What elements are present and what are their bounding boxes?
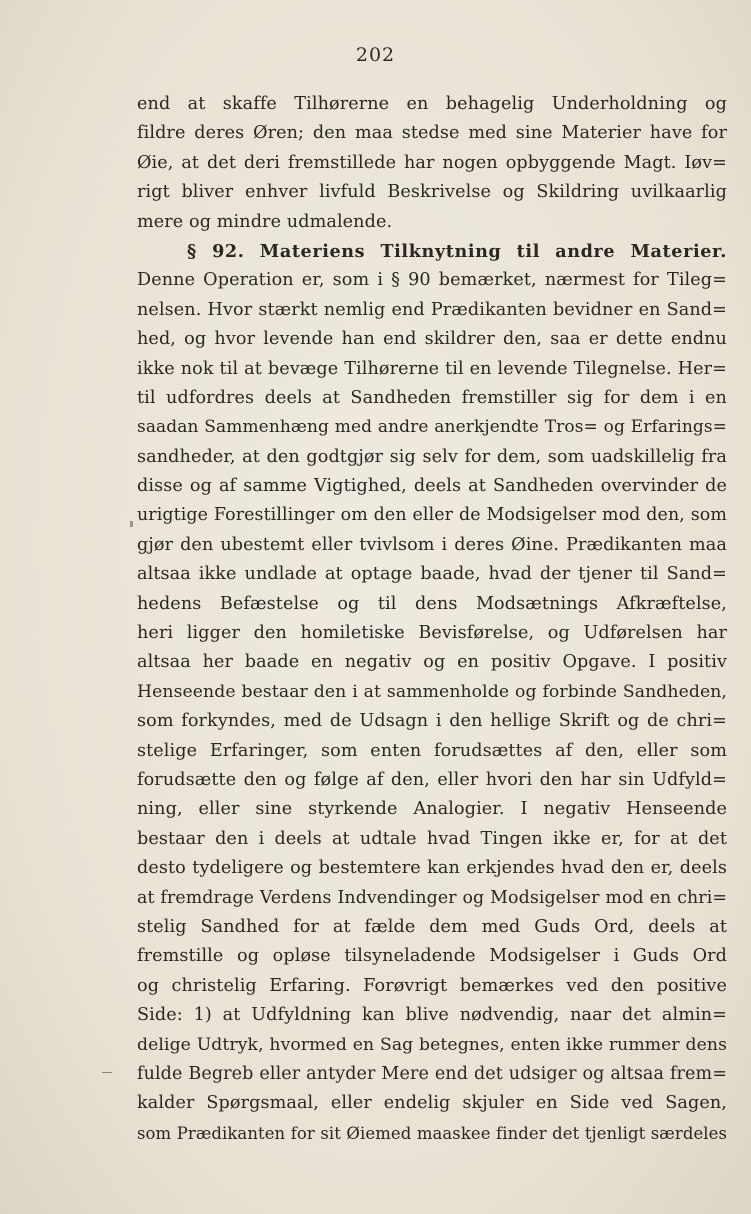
text-line-33: delige Udtryk, hvormed en Sag betegnes, enten ikke rummer dens	[137, 1034, 727, 1055]
text-line-15: urigtige Forestillinger om den eller de Modsigelser mod den, som	[137, 505, 727, 526]
text-line-35: kalder Spørgsmaal, eller endelig skjuler en Side ved Sagen,	[137, 1093, 727, 1114]
text-line-7: Denne Operation er, som i § 90 bemærket, nærmest for Tileg=	[137, 270, 727, 291]
text-line-25: ning, eller sine styrkende Analogier. I negativ Henseende	[137, 799, 727, 820]
text-line-4: rigt bliver enhver livfuld Beskrivelse og Skildring uvilkaarlig	[137, 182, 727, 203]
text-line-19: heri ligger den homiletiske Bevisførelse, og Udførelsen har	[137, 623, 727, 644]
page-number: 202	[355, 44, 396, 66]
text-line-34: fulde Begreb eller antyder Mere end det udsiger og altsaa frem=	[137, 1063, 727, 1084]
text-line-36: som Prædikanten for sit Øiemed maaskee finder det tjenligt særdeles	[137, 1123, 727, 1143]
text-line-5: mere og mindre udmalende.	[137, 211, 393, 232]
text-line-2: fildre deres Øren; den maa stedse med sine Materier have for	[137, 123, 727, 144]
text-line-14: disse og af samme Vigtighed, deels at Sandheden overvinder de	[137, 476, 727, 497]
text-line-9: hed, og hvor levende han end skildrer den, saa er dette endnu	[137, 329, 727, 350]
text-line-31: og christelig Erfaring. Forøvrigt bemærkes ved den positive	[137, 975, 727, 996]
text-line-27: desto tydeligere og bestemtere kan erkjendes hvad den er, deels	[137, 858, 727, 879]
text-line-13: sandheder, at den godtgjør sig selv for dem, som uadskillelig fra	[137, 446, 727, 467]
text-line-22: som forkyndes, med de Udsagn i den hellige Skrift og de chri=	[137, 711, 727, 732]
text-line-12: saadan Sammenhæng med andre anerkjendte Tros= og Erfarings=	[137, 417, 727, 438]
text-line-1: end at skaffe Tilhørerne en behagelig Underholdning og	[137, 94, 727, 114]
text-line-18: hedens Befæstelse og til dens Modsætnings Afkræftelse,	[137, 593, 727, 614]
text-line-10: ikke nok til at bevæge Tilhørerne til en levende Tilegnelse. Her=	[137, 358, 727, 379]
body-text	[137, 90, 727, 1148]
text-line-17: altsaa ikke undlade at optage baade, hvad der tjener til Sand=	[137, 564, 727, 585]
text-line-20: altsaa her baade en negativ og en positiv Opgave. I positiv	[137, 652, 727, 673]
margin-mark	[102, 1072, 112, 1073]
text-line-28: at fremdrage Verdens Indvendinger og Modsigelser mod en chri=	[137, 887, 727, 908]
text-line-8: nelsen. Hvor stærkt nemlig end Prædikanten bevidner en Sand=	[137, 299, 727, 320]
text-line-26: bestaar den i deels at udtale hvad Tingen ikke er, for at det	[137, 828, 727, 849]
margin-speck	[130, 521, 133, 527]
text-line-29: stelig Sandhed for at fælde dem med Guds Ord, deels at	[137, 916, 727, 937]
text-line-16: gjør den ubestemt eller tvivlsom i deres Øine. Prædikanten maa	[137, 534, 727, 555]
section-heading: § 92. Materiens Tilknytning til andre Materier.	[187, 240, 727, 262]
text-line-30: fremstille og opløse tilsyneladende Modsigelser i Guds Ord	[137, 946, 727, 967]
text-line-24: forudsætte den og følge af den, eller hvori den har sin Udfyld=	[137, 769, 727, 790]
text-line-21: Henseende bestaar den i at sammenholde og forbinde Sandheden,	[137, 681, 727, 702]
text-line-23: stelige Erfaringer, som enten forudsættes af den, eller som	[137, 740, 727, 761]
text-line-3: Øie, at det deri fremstillede har nogen opbyggende Magt. Iøv=	[137, 152, 727, 173]
text-line-32: Side: 1) at Udfyldning kan blive nødvendig, naar det almin=	[137, 1005, 727, 1026]
text-line-11: til udfordres deels at Sandheden fremstiller sig for dem i en	[137, 387, 727, 408]
